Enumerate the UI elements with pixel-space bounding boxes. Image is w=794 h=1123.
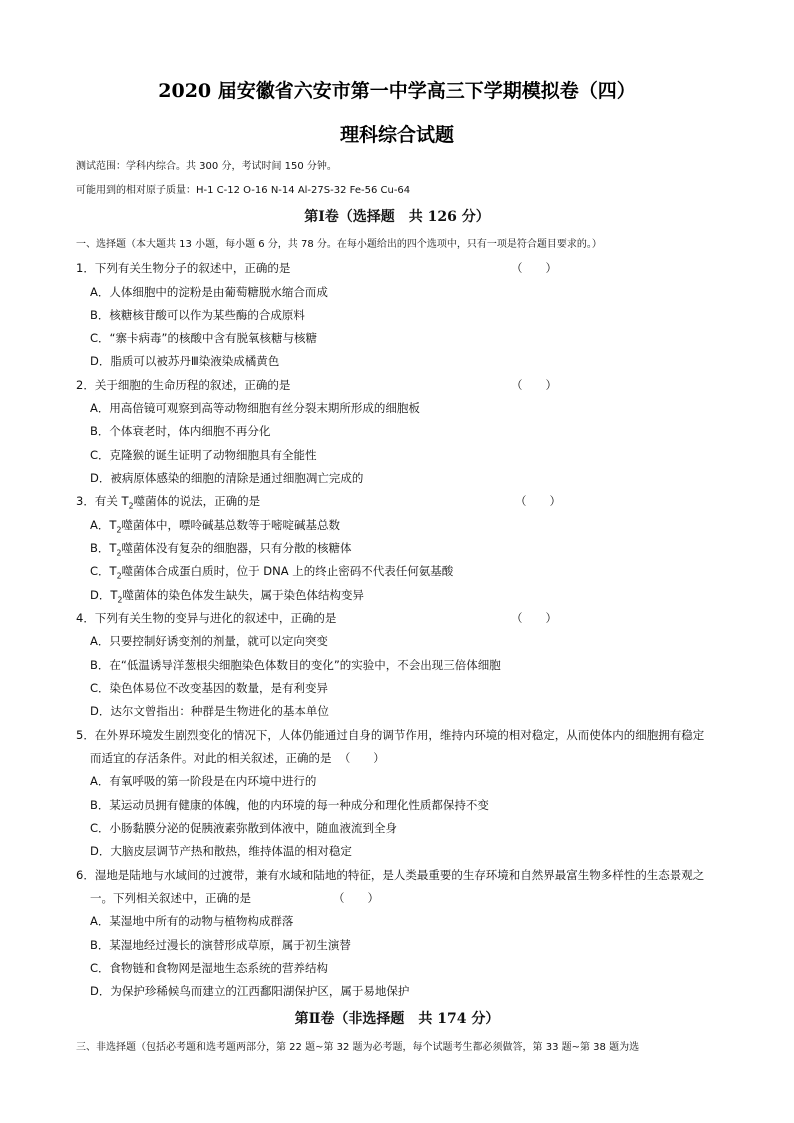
question-5-stem-line-2: 而适宜的存活条件。对此的相关叙述，正确的是 （ ）: [90, 751, 385, 765]
section-2-heading: 第Ⅱ卷（非选择题 共 174 分）: [294, 1011, 500, 1027]
question-3-option-b: B．$T_2$噬菌体没有复杂的细胞器，只有分散的核糖体: [90, 541, 352, 558]
question-1-option-b: B．核糖核苷酸可以作为某些酶的合成原料: [90, 308, 305, 322]
question-6-stem-line-1: 6．湿地是陆地与水域间的过渡带，兼有水域和陆地的特征，是人类最重要的生存环境和自然界最富生物多样性的生态景观之: [76, 868, 705, 882]
question-3-option-a: A．$T_2$噬菌体中，嘌呤碱基总数等于嘧啶碱基总数: [90, 518, 340, 535]
section-2-instructions: 三、非选择题（包括必考题和选考题两部分，第 22 题~第 32 题为必考题，每个试题考生都必须做答，第 33 题~第 38 题为选: [76, 1042, 640, 1053]
question-5-option-a: A．有氧呼吸的第一阶段是在内环境中进行的: [90, 774, 317, 788]
question-4-option-d: D．达尔文曾指出：种群是生物进化的基本单位: [90, 704, 329, 718]
test-scope: 测试范围：学科内综合。共 300 分，考试时间 150 分钟。: [76, 161, 337, 172]
question-2-option-c: C．克隆猴的诞生证明了动物细胞具有全能性: [90, 448, 317, 462]
question-4-option-b: B．在“低温诱导洋葱根尖细胞染色体数目的变化”的实验中，不会出现三倍体细胞: [90, 658, 501, 672]
question-3-answer-blank: （ ）: [515, 494, 561, 508]
question-5-option-d: D．大脑皮层调节产热和散热，维持体温的相对稳定: [90, 844, 352, 858]
question-5-option-b: B．某运动员拥有健康的体魄，他的内环境的每一种成分和理化性质都保持不变: [90, 798, 489, 812]
question-2-option-a: A．用高倍镜可观察到高等动物细胞有丝分裂末期所形成的细胞板: [90, 401, 420, 415]
question-3-option-c: C．$T_2$噬菌体合成蛋白质时，位于 DNA 上的终止密码不代表任何氨基酸: [90, 564, 454, 581]
atomic-masses: 可能用到的相对原子质量：H-1 C-12 O-16 N-14 Al-27S-32 Fe-56 Cu-64: [76, 185, 411, 196]
question-3-option-d: D．$T_2$噬菌体的染色体发生缺失，属于染色体结构变异: [90, 588, 364, 605]
section-1-instructions: 一、选择题（本大题共 13 小题，每小题 6 分，共 78 分。在每小题给出的四个选项中，只有一项是符合题目要求的。）: [76, 239, 602, 250]
question-2-answer-blank: （ ）: [511, 378, 557, 392]
question-5-option-c: C．小肠黏膜分泌的促胰液素弥散到体液中，随血液流到全身: [90, 821, 398, 835]
exam-subtitle: 理科综合试题: [339, 124, 454, 146]
question-4-option-a: A．只要控制好诱变剂的剂量，就可以定向突变: [90, 634, 328, 648]
question-6-option-a: A．某湿地中所有的动物与植物构成群落: [90, 914, 294, 928]
question-2-stem: 2．关于细胞的生命历程的叙述，正确的是: [76, 378, 291, 392]
question-2-option-d: D．被病原体感染的细胞的清除是通过细胞凋亡完成的: [90, 471, 364, 485]
question-4-stem: 4．下列有关生物的变异与进化的叙述中，正确的是: [76, 611, 337, 625]
question-5-stem-line-1: 5．在外界环境发生剧烈变化的情况下，人体仍能通过自身的调节作用，维持内环境的相对稳定，从而使体内的细胞拥有稳定: [76, 728, 705, 742]
question-6-option-c: C．食物链和食物网是湿地生态系统的营养结构: [90, 961, 329, 975]
question-4-option-c: C．染色体易位不改变基因的数量，是有利变异: [90, 681, 329, 695]
question-1-answer-blank: （ ）: [511, 261, 557, 275]
question-2-option-b: B．个体衰老时，体内细胞不再分化: [90, 424, 271, 438]
question-6-option-b: B．某湿地经过漫长的演替形成草原，属于初生演替: [90, 938, 351, 952]
question-6-stem-line-2: 一。下列相关叙述中，正确的是: [90, 891, 251, 905]
question-1-option-c: C．“寨卡病毒”的核酸中含有脱氧核糖与核糖: [90, 331, 317, 345]
question-5-answer-blank: （ ）: [338, 751, 385, 765]
question-6-option-d: D．为保护珍稀候鸟而建立的江西鄱阳湖保护区，属于易地保护: [90, 984, 410, 998]
question-6-answer-blank: （ ）: [333, 891, 379, 905]
question-4-answer-blank: （ ）: [511, 611, 557, 625]
question-1-option-d: D．脂质可以被苏丹Ⅲ染液染成橘黄色: [90, 354, 280, 368]
question-3-stem: 3．有关 $T_2$噬菌体的说法，正确的是: [76, 494, 261, 511]
section-1-heading: 第Ⅰ卷（选择题 共 126 分）: [304, 209, 490, 225]
question-1-stem: 1．下列有关生物分子的叙述中，正确的是: [76, 261, 291, 275]
question-1-option-a: A．人体细胞中的淀粉是由葡萄糖脱水缩合而成: [90, 285, 328, 299]
exam-title: 2020 届安徽省六安市第一中学高三下学期模拟卷（四）: [158, 80, 636, 102]
